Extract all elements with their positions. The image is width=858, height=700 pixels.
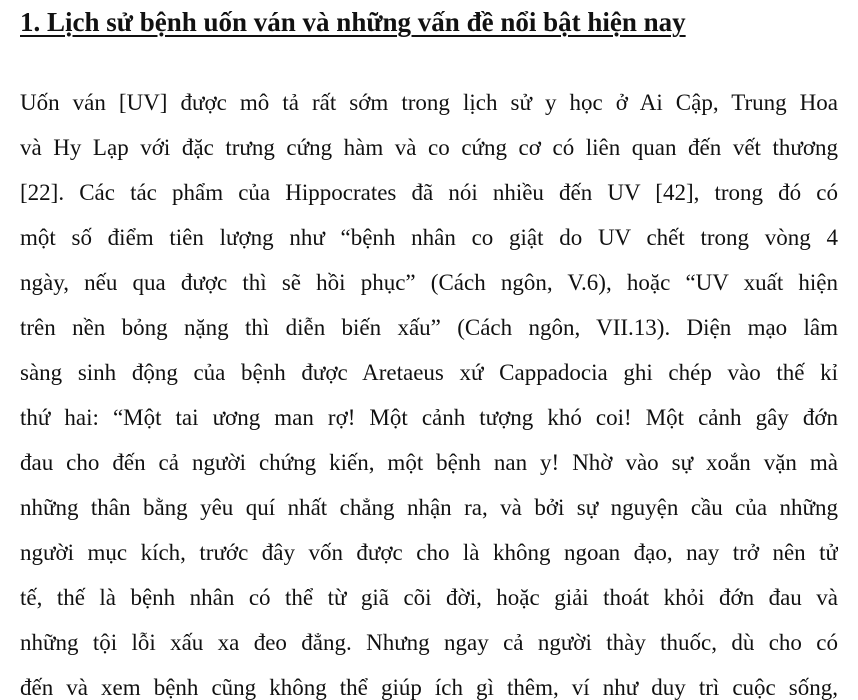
paragraph-line: đau cho đến cả người chứng kiến, một bệnh nan y! Nhờ vào sự xoắn vặn mà: [20, 450, 838, 475]
paragraph-line: sàng sinh động của bệnh được Aretaeus xứ Cappadocia ghi chép vào thế kỉ: [20, 360, 838, 385]
paragraph-line: một số điểm tiên lượng như “bệnh nhân co giật do UV chết trong vòng 4: [20, 225, 838, 250]
paragraph-line: những tội lỗi xấu xa đeo đẳng. Nhưng ngay cả người thày thuốc, dù cho có: [20, 630, 838, 655]
paragraph-line: những thân bằng yêu quí nhất chẳng nhận ra, và bởi sự nguyện cầu của những: [20, 495, 838, 520]
paragraph-line: Uốn ván [UV] được mô tả rất sớm trong lịch sử y học ở Ai Cập, Trung Hoa: [20, 90, 838, 115]
paragraph-line: thứ hai: “Một tai ương man rợ! Một cảnh tượng khó coi! Một cảnh gây đớn: [20, 405, 838, 430]
paragraph-line: trên nền bỏng nặng thì diễn biến xấu” (Cách ngôn, VII.13). Diện mạo lâm: [20, 315, 838, 340]
paragraph-line: tế, thế là bệnh nhân có thể từ giã cõi đời, hoặc giải thoát khỏi đớn đau và: [20, 585, 838, 610]
body-paragraph: [20, 80, 838, 700]
paragraph-line: ngày, nếu qua được thì sẽ hồi phục” (Cách ngôn, V.6), hoặc “UV xuất hiện: [20, 270, 838, 295]
section-heading: 1. Lịch sử bệnh uốn ván và những vấn đề nổi bật hiện nay: [20, 7, 686, 37]
paragraph-line: đến và xem bệnh cũng không thể giúp ích gì thêm, ví như duy trì cuộc sống,: [20, 675, 838, 700]
paragraph-line: và Hy Lạp với đặc trưng cứng hàm và co cứng cơ có liên quan đến vết thương: [20, 135, 838, 160]
paragraph-line: người mục kích, trước đây vốn được cho là không ngoan đạo, nay trở nên tử: [20, 540, 838, 565]
paragraph-line: [22]. Các tác phẩm của Hippocrates đã nói nhiều đến UV [42], trong đó có: [20, 180, 838, 205]
